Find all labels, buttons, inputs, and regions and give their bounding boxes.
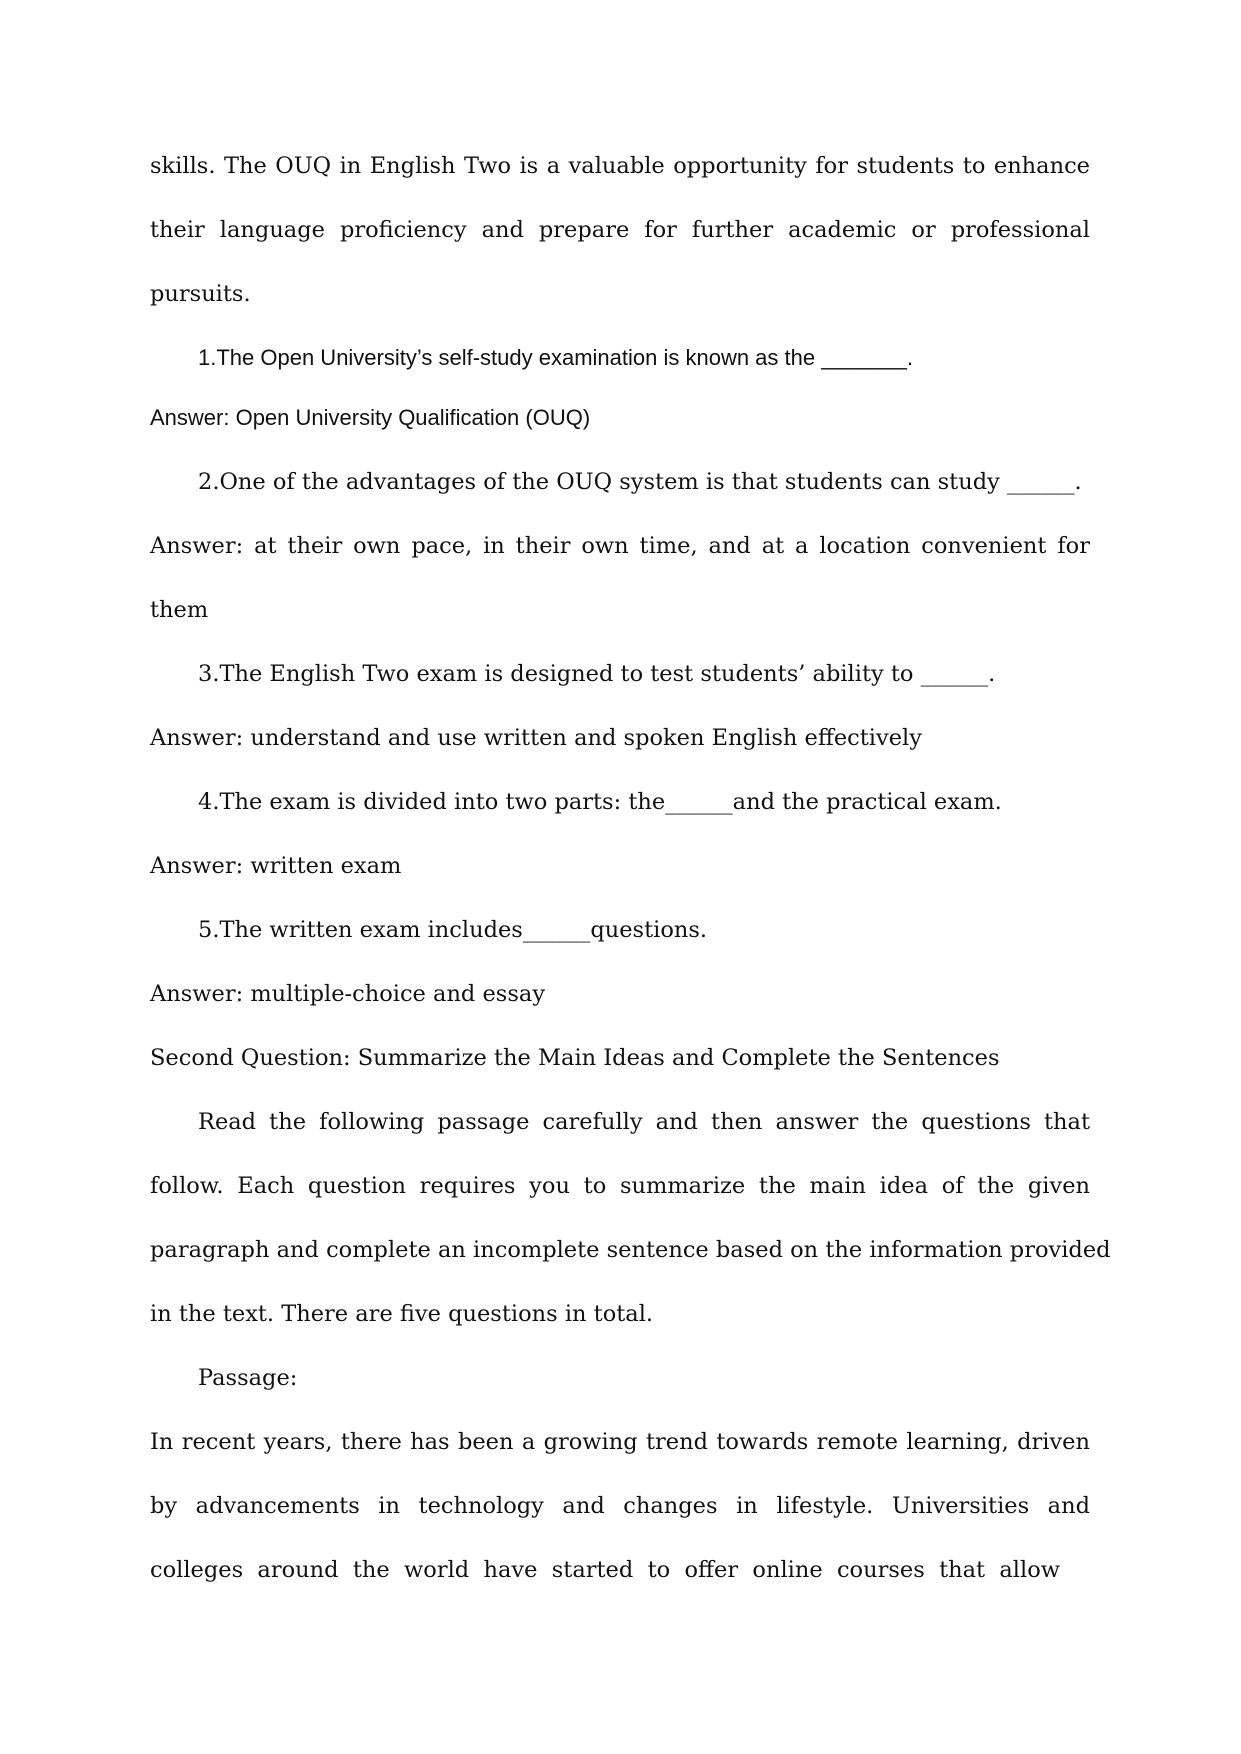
passage-label: Passage: <box>198 1365 298 1391</box>
paragraph-line: their language proficiency and prepare for further academic or professional <box>150 217 1090 243</box>
answer-4: Answer: written exam <box>150 853 402 879</box>
instructions-line: in the text. There are five questions in total. <box>150 1301 654 1327</box>
instructions-line: paragraph and complete an incomplete sentence based on the information provided <box>150 1237 1111 1263</box>
question-5: 5.The written exam includes______questions. <box>198 917 708 943</box>
question-3: 3.The English Two exam is designed to test students’ ability to ______. <box>198 661 996 687</box>
question-1: 1.The Open University’s self-study examination is known as the _______. <box>198 345 913 370</box>
passage-line: colleges around the world have started to offer online courses that allow <box>150 1557 1060 1583</box>
passage-line: by advancements in technology and changes in lifestyle. Universities and <box>150 1493 1090 1519</box>
paragraph-line: pursuits. <box>150 281 251 307</box>
instructions-line: follow. Each question requires you to summarize the main idea of the given <box>150 1173 1090 1199</box>
instructions-line: Read the following passage carefully and then answer the questions that <box>198 1109 1090 1135</box>
answer-2: Answer: at their own pace, in their own time, and at a location convenient for <box>150 533 1090 559</box>
paragraph-line: skills. The OUQ in English Two is a valuable opportunity for students to enhance <box>150 153 1090 179</box>
question-4: 4.The exam is divided into two parts: the______and the practical exam. <box>198 789 1002 815</box>
answer-5: Answer: multiple-choice and essay <box>150 981 546 1007</box>
answer-3: Answer: understand and use written and spoken English effectively <box>150 725 922 751</box>
answer-1: Answer: Open University Qualification (OUQ) <box>150 405 591 430</box>
passage-line: In recent years, there has been a growing trend towards remote learning, driven <box>150 1429 1090 1455</box>
section-heading: Second Question: Summarize the Main Ideas and Complete the Sentences <box>150 1045 1000 1071</box>
answer-2-continued: them <box>150 597 209 623</box>
question-2: 2.One of the advantages of the OUQ system is that students can study ______. <box>198 469 1082 495</box>
